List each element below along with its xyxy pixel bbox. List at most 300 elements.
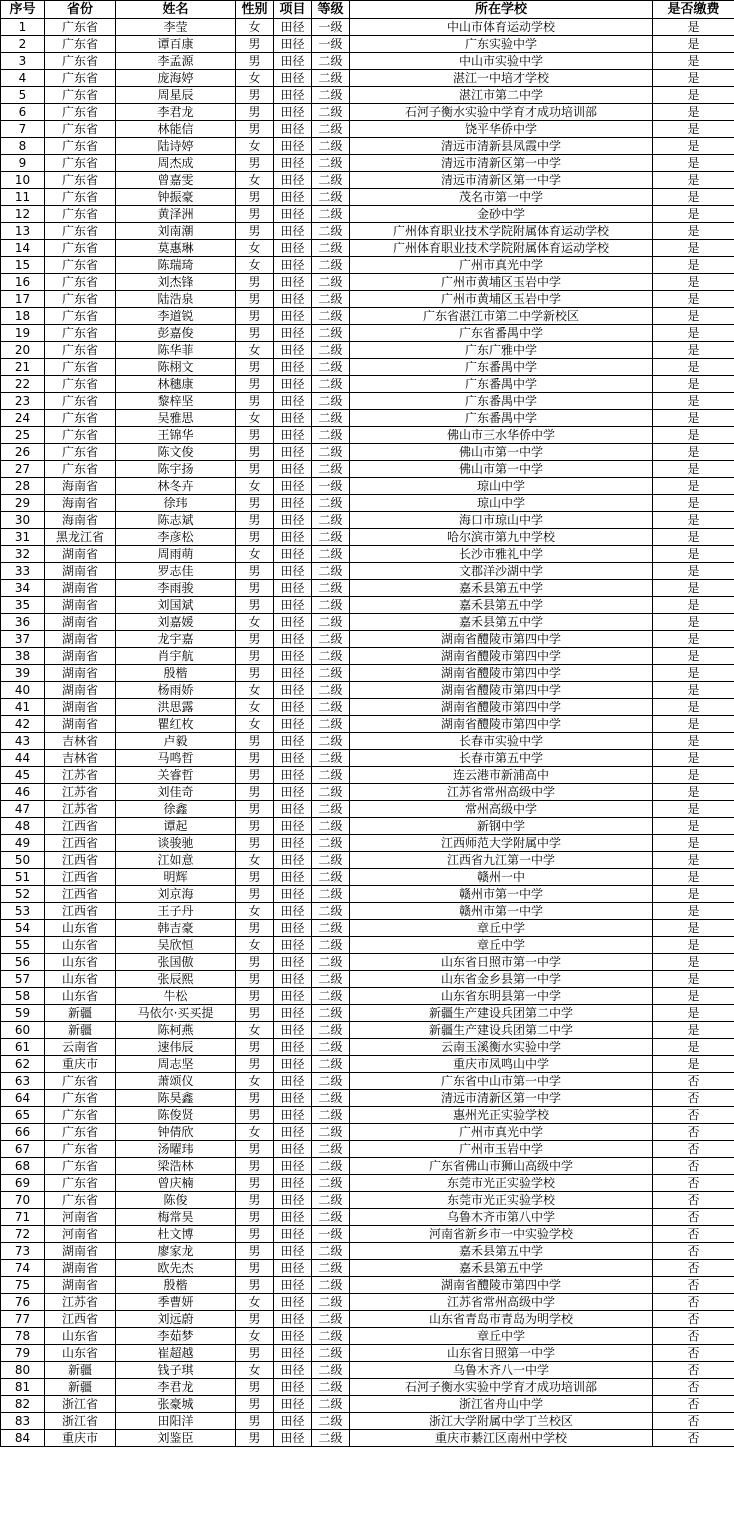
level-cell: 二级 <box>312 461 350 478</box>
gender-cell: 男 <box>236 427 274 444</box>
gender-cell: 男 <box>236 869 274 886</box>
level-cell: 二级 <box>312 563 350 580</box>
index-cell: 12 <box>1 206 45 223</box>
paid-cell: 否 <box>653 1090 734 1107</box>
province-cell: 江苏省 <box>45 801 116 818</box>
province-cell: 广东省 <box>45 104 116 121</box>
province-cell: 吉林省 <box>45 733 116 750</box>
level-cell: 二级 <box>312 852 350 869</box>
name-cell: 曾嘉雯 <box>116 172 236 189</box>
gender-cell: 女 <box>236 1294 274 1311</box>
paid-cell: 是 <box>653 257 734 274</box>
gender-cell: 男 <box>236 1005 274 1022</box>
level-cell: 二级 <box>312 954 350 971</box>
table-row <box>1 308 734 325</box>
header-cell: 序号 <box>1 1 45 19</box>
school-cell: 山东省青岛市青岛为明学校 <box>350 1311 653 1328</box>
school-cell: 琼山中学 <box>350 478 653 495</box>
name-cell: 汤曜玮 <box>116 1141 236 1158</box>
gender-cell: 男 <box>236 308 274 325</box>
school-cell: 江西省九江第一中学 <box>350 852 653 869</box>
province-cell: 广东省 <box>45 155 116 172</box>
province-cell: 湖南省 <box>45 597 116 614</box>
gender-cell: 男 <box>236 104 274 121</box>
paid-cell: 是 <box>653 19 734 36</box>
name-cell: 陈宇扬 <box>116 461 236 478</box>
index-cell: 38 <box>1 648 45 665</box>
province-cell: 广东省 <box>45 257 116 274</box>
paid-cell: 是 <box>653 393 734 410</box>
gender-cell: 男 <box>236 1090 274 1107</box>
level-cell: 二级 <box>312 835 350 852</box>
school-cell: 山东省金乡县第一中学 <box>350 971 653 988</box>
index-cell: 32 <box>1 546 45 563</box>
gender-cell: 女 <box>236 614 274 631</box>
gender-cell: 男 <box>236 376 274 393</box>
school-cell: 东莞市光正实验学校 <box>350 1192 653 1209</box>
index-cell: 37 <box>1 631 45 648</box>
table-row <box>1 886 734 903</box>
table-row <box>1 19 734 36</box>
paid-cell: 是 <box>653 172 734 189</box>
table-row <box>1 240 734 257</box>
province-cell: 江西省 <box>45 835 116 852</box>
province-cell: 湖南省 <box>45 580 116 597</box>
table-row <box>1 614 734 631</box>
event-cell: 田径 <box>274 461 312 478</box>
table-row <box>1 648 734 665</box>
event-cell: 田径 <box>274 648 312 665</box>
school-cell: 广东实验中学 <box>350 36 653 53</box>
level-cell: 二级 <box>312 410 350 427</box>
event-cell: 田径 <box>274 1396 312 1413</box>
name-cell: 吴欣恒 <box>116 937 236 954</box>
event-cell: 田径 <box>274 257 312 274</box>
province-cell: 浙江省 <box>45 1413 116 1430</box>
paid-cell: 是 <box>653 104 734 121</box>
province-cell: 山东省 <box>45 937 116 954</box>
paid-cell: 是 <box>653 427 734 444</box>
level-cell: 二级 <box>312 1379 350 1396</box>
event-cell: 田径 <box>274 512 312 529</box>
school-cell: 广州市黄埔区玉岩中学 <box>350 274 653 291</box>
school-cell: 章丘中学 <box>350 920 653 937</box>
province-cell: 广东省 <box>45 291 116 308</box>
event-cell: 田径 <box>274 869 312 886</box>
province-cell: 湖南省 <box>45 682 116 699</box>
school-cell: 清远市清新县凤霞中学 <box>350 138 653 155</box>
name-cell: 李茹梦 <box>116 1328 236 1345</box>
level-cell: 二级 <box>312 597 350 614</box>
province-cell: 广东省 <box>45 325 116 342</box>
level-cell: 二级 <box>312 886 350 903</box>
level-cell: 二级 <box>312 308 350 325</box>
name-cell: 牛松 <box>116 988 236 1005</box>
gender-cell: 男 <box>236 189 274 206</box>
school-cell: 嘉禾县第五中学 <box>350 1260 653 1277</box>
index-cell: 77 <box>1 1311 45 1328</box>
name-cell: 周星辰 <box>116 87 236 104</box>
paid-cell: 是 <box>653 325 734 342</box>
province-cell: 广东省 <box>45 53 116 70</box>
table-row <box>1 1362 734 1379</box>
province-cell: 广东省 <box>45 189 116 206</box>
table-row <box>1 971 734 988</box>
index-cell: 15 <box>1 257 45 274</box>
name-cell: 陈华菲 <box>116 342 236 359</box>
event-cell: 田径 <box>274 971 312 988</box>
province-cell: 广东省 <box>45 1124 116 1141</box>
name-cell: 陈柯燕 <box>116 1022 236 1039</box>
name-cell: 田阳洋 <box>116 1413 236 1430</box>
index-cell: 34 <box>1 580 45 597</box>
index-cell: 75 <box>1 1277 45 1294</box>
index-cell: 83 <box>1 1413 45 1430</box>
event-cell: 田径 <box>274 1260 312 1277</box>
province-cell: 广东省 <box>45 223 116 240</box>
table-row <box>1 750 734 767</box>
gender-cell: 男 <box>236 988 274 1005</box>
level-cell: 二级 <box>312 1141 350 1158</box>
name-cell: 陈瑞琦 <box>116 257 236 274</box>
school-cell: 东莞市光正实验学校 <box>350 1175 653 1192</box>
province-cell: 广东省 <box>45 138 116 155</box>
level-cell: 一级 <box>312 36 350 53</box>
school-cell: 清远市清新区第一中学 <box>350 155 653 172</box>
table-row <box>1 1073 734 1090</box>
province-cell: 山东省 <box>45 1345 116 1362</box>
school-cell: 赣州市第一中学 <box>350 903 653 920</box>
province-cell: 广东省 <box>45 342 116 359</box>
index-cell: 69 <box>1 1175 45 1192</box>
index-cell: 40 <box>1 682 45 699</box>
name-cell: 王子丹 <box>116 903 236 920</box>
index-cell: 26 <box>1 444 45 461</box>
level-cell: 二级 <box>312 1209 350 1226</box>
table-row <box>1 1039 734 1056</box>
table-row <box>1 1345 734 1362</box>
gender-cell: 男 <box>236 1226 274 1243</box>
level-cell: 一级 <box>312 1226 350 1243</box>
event-cell: 田径 <box>274 852 312 869</box>
table-row <box>1 121 734 138</box>
school-cell: 哈尔滨市第九中学校 <box>350 529 653 546</box>
paid-cell: 是 <box>653 903 734 920</box>
gender-cell: 女 <box>236 1328 274 1345</box>
event-cell: 田径 <box>274 104 312 121</box>
name-cell: 速伟辰 <box>116 1039 236 1056</box>
index-cell: 49 <box>1 835 45 852</box>
school-cell: 湖南省醴陵市第四中学 <box>350 665 653 682</box>
level-cell: 二级 <box>312 1005 350 1022</box>
index-cell: 2 <box>1 36 45 53</box>
name-cell: 李雨骏 <box>116 580 236 597</box>
event-cell: 田径 <box>274 1124 312 1141</box>
event-cell: 田径 <box>274 172 312 189</box>
province-cell: 新疆 <box>45 1362 116 1379</box>
paid-cell: 是 <box>653 869 734 886</box>
gender-cell: 男 <box>236 444 274 461</box>
index-cell: 80 <box>1 1362 45 1379</box>
event-cell: 田径 <box>274 1022 312 1039</box>
gender-cell: 女 <box>236 172 274 189</box>
province-cell: 山东省 <box>45 1328 116 1345</box>
table-row <box>1 1107 734 1124</box>
gender-cell: 男 <box>236 155 274 172</box>
index-cell: 82 <box>1 1396 45 1413</box>
province-cell: 江苏省 <box>45 1294 116 1311</box>
school-cell: 湛江一中培才学校 <box>350 70 653 87</box>
event-cell: 田径 <box>274 1311 312 1328</box>
gender-cell: 男 <box>236 223 274 240</box>
level-cell: 二级 <box>312 767 350 784</box>
index-cell: 61 <box>1 1039 45 1056</box>
index-cell: 81 <box>1 1379 45 1396</box>
school-cell: 赣州市第一中学 <box>350 886 653 903</box>
index-cell: 78 <box>1 1328 45 1345</box>
paid-cell: 否 <box>653 1192 734 1209</box>
event-cell: 田径 <box>274 937 312 954</box>
gender-cell: 女 <box>236 1124 274 1141</box>
province-cell: 广东省 <box>45 70 116 87</box>
level-cell: 二级 <box>312 104 350 121</box>
gender-cell: 男 <box>236 648 274 665</box>
school-cell: 长沙市雅礼中学 <box>350 546 653 563</box>
header-cell: 性别 <box>236 1 274 19</box>
school-cell: 湖南省醴陵市第四中学 <box>350 631 653 648</box>
province-cell: 广东省 <box>45 1158 116 1175</box>
name-cell: 陈文俊 <box>116 444 236 461</box>
event-cell: 田径 <box>274 376 312 393</box>
name-cell: 钟振豪 <box>116 189 236 206</box>
level-cell: 二级 <box>312 699 350 716</box>
province-cell: 广东省 <box>45 36 116 53</box>
index-cell: 29 <box>1 495 45 512</box>
index-cell: 8 <box>1 138 45 155</box>
index-cell: 56 <box>1 954 45 971</box>
gender-cell: 女 <box>236 478 274 495</box>
name-cell: 黎梓坚 <box>116 393 236 410</box>
level-cell: 二级 <box>312 1328 350 1345</box>
paid-cell: 是 <box>653 461 734 478</box>
level-cell: 二级 <box>312 1311 350 1328</box>
school-cell: 广东番禺中学 <box>350 393 653 410</box>
event-cell: 田径 <box>274 835 312 852</box>
name-cell: 陈昊鑫 <box>116 1090 236 1107</box>
event-cell: 田径 <box>274 1294 312 1311</box>
level-cell: 二级 <box>312 1396 350 1413</box>
event-cell: 田径 <box>274 954 312 971</box>
school-cell: 嘉禾县第五中学 <box>350 1243 653 1260</box>
gender-cell: 男 <box>236 1107 274 1124</box>
event-cell: 田径 <box>274 920 312 937</box>
paid-cell: 是 <box>653 767 734 784</box>
paid-cell: 是 <box>653 716 734 733</box>
school-cell: 长春市实验中学 <box>350 733 653 750</box>
level-cell: 二级 <box>312 223 350 240</box>
paid-cell: 是 <box>653 801 734 818</box>
paid-cell: 否 <box>653 1362 734 1379</box>
index-cell: 64 <box>1 1090 45 1107</box>
level-cell: 二级 <box>312 750 350 767</box>
header-row <box>1 1 734 19</box>
level-cell: 二级 <box>312 291 350 308</box>
province-cell: 江西省 <box>45 886 116 903</box>
school-cell: 山东省日照第一中学 <box>350 1345 653 1362</box>
level-cell: 二级 <box>312 1107 350 1124</box>
event-cell: 田径 <box>274 478 312 495</box>
province-cell: 湖南省 <box>45 699 116 716</box>
name-cell: 谭起 <box>116 818 236 835</box>
index-cell: 27 <box>1 461 45 478</box>
paid-cell: 是 <box>653 886 734 903</box>
event-cell: 田径 <box>274 750 312 767</box>
event-cell: 田径 <box>274 53 312 70</box>
event-cell: 田径 <box>274 1362 312 1379</box>
name-cell: 曾庆楠 <box>116 1175 236 1192</box>
school-cell: 文郡洋沙湖中学 <box>350 563 653 580</box>
gender-cell: 女 <box>236 716 274 733</box>
paid-cell: 是 <box>653 988 734 1005</box>
gender-cell: 女 <box>236 852 274 869</box>
event-cell: 田径 <box>274 155 312 172</box>
table-row <box>1 206 734 223</box>
table-row <box>1 597 734 614</box>
event-cell: 田径 <box>274 1192 312 1209</box>
paid-cell: 是 <box>653 546 734 563</box>
table-row <box>1 410 734 427</box>
school-cell: 乌鲁木齐市第八中学 <box>350 1209 653 1226</box>
index-cell: 73 <box>1 1243 45 1260</box>
gender-cell: 男 <box>236 597 274 614</box>
name-cell: 梁浩林 <box>116 1158 236 1175</box>
index-cell: 70 <box>1 1192 45 1209</box>
province-cell: 海南省 <box>45 495 116 512</box>
name-cell: 韩吉豪 <box>116 920 236 937</box>
gender-cell: 男 <box>236 87 274 104</box>
school-cell: 石河子衡水实验中学育才成功培训部 <box>350 1379 653 1396</box>
table-row <box>1 682 734 699</box>
table-row <box>1 546 734 563</box>
paid-cell: 是 <box>653 682 734 699</box>
event-cell: 田径 <box>274 87 312 104</box>
name-cell: 萧颂仪 <box>116 1073 236 1090</box>
school-cell: 云南玉溪衡水实验中学 <box>350 1039 653 1056</box>
gender-cell: 男 <box>236 274 274 291</box>
name-cell: 谭百康 <box>116 36 236 53</box>
level-cell: 二级 <box>312 155 350 172</box>
province-cell: 广东省 <box>45 87 116 104</box>
paid-cell: 是 <box>653 495 734 512</box>
level-cell: 一级 <box>312 19 350 36</box>
gender-cell: 男 <box>236 393 274 410</box>
name-cell: 周杰成 <box>116 155 236 172</box>
gender-cell: 男 <box>236 1396 274 1413</box>
school-cell: 茂名市第一中学 <box>350 189 653 206</box>
province-cell: 江西省 <box>45 852 116 869</box>
name-cell: 陈志斌 <box>116 512 236 529</box>
index-cell: 23 <box>1 393 45 410</box>
level-cell: 二级 <box>312 240 350 257</box>
level-cell: 二级 <box>312 87 350 104</box>
name-cell: 廖家龙 <box>116 1243 236 1260</box>
province-cell: 海南省 <box>45 512 116 529</box>
index-cell: 74 <box>1 1260 45 1277</box>
school-cell: 湖南省醴陵市第四中学 <box>350 1277 653 1294</box>
index-cell: 25 <box>1 427 45 444</box>
school-cell: 长春市第五中学 <box>350 750 653 767</box>
event-cell: 田径 <box>274 988 312 1005</box>
paid-cell: 是 <box>653 937 734 954</box>
level-cell: 二级 <box>312 189 350 206</box>
gender-cell: 男 <box>236 1413 274 1430</box>
event-cell: 田径 <box>274 716 312 733</box>
paid-cell: 是 <box>653 835 734 852</box>
table-row <box>1 1022 734 1039</box>
table-row <box>1 529 734 546</box>
province-cell: 湖南省 <box>45 1277 116 1294</box>
name-cell: 张豪城 <box>116 1396 236 1413</box>
level-cell: 二级 <box>312 1090 350 1107</box>
name-cell: 刘杰锋 <box>116 274 236 291</box>
level-cell: 二级 <box>312 716 350 733</box>
paid-cell: 是 <box>653 478 734 495</box>
province-cell: 广东省 <box>45 1141 116 1158</box>
table-row <box>1 87 734 104</box>
index-cell: 16 <box>1 274 45 291</box>
gender-cell: 女 <box>236 257 274 274</box>
province-cell: 吉林省 <box>45 750 116 767</box>
table-row <box>1 223 734 240</box>
gender-cell: 男 <box>236 291 274 308</box>
index-cell: 52 <box>1 886 45 903</box>
name-cell: 梅常昊 <box>116 1209 236 1226</box>
gender-cell: 女 <box>236 240 274 257</box>
table-row <box>1 155 734 172</box>
province-cell: 广东省 <box>45 1090 116 1107</box>
school-cell: 山东省日照市第一中学 <box>350 954 653 971</box>
province-cell: 江西省 <box>45 1311 116 1328</box>
table-row <box>1 631 734 648</box>
school-cell: 广东省佛山市狮山高级中学 <box>350 1158 653 1175</box>
name-cell: 肖宇航 <box>116 648 236 665</box>
index-cell: 65 <box>1 1107 45 1124</box>
province-cell: 云南省 <box>45 1039 116 1056</box>
index-cell: 5 <box>1 87 45 104</box>
index-cell: 11 <box>1 189 45 206</box>
table-row <box>1 291 734 308</box>
province-cell: 河南省 <box>45 1226 116 1243</box>
table-row <box>1 563 734 580</box>
index-cell: 22 <box>1 376 45 393</box>
name-cell: 李道锐 <box>116 308 236 325</box>
table-row <box>1 495 734 512</box>
gender-cell: 男 <box>236 1311 274 1328</box>
level-cell: 二级 <box>312 903 350 920</box>
index-cell: 14 <box>1 240 45 257</box>
province-cell: 湖南省 <box>45 648 116 665</box>
school-cell: 广州市真光中学 <box>350 1124 653 1141</box>
school-cell: 饶平华侨中学 <box>350 121 653 138</box>
gender-cell: 女 <box>236 682 274 699</box>
table-row <box>1 1379 734 1396</box>
level-cell: 一级 <box>312 478 350 495</box>
province-cell: 广东省 <box>45 1107 116 1124</box>
level-cell: 二级 <box>312 274 350 291</box>
event-cell: 田径 <box>274 359 312 376</box>
level-cell: 二级 <box>312 682 350 699</box>
event-cell: 田径 <box>274 1158 312 1175</box>
